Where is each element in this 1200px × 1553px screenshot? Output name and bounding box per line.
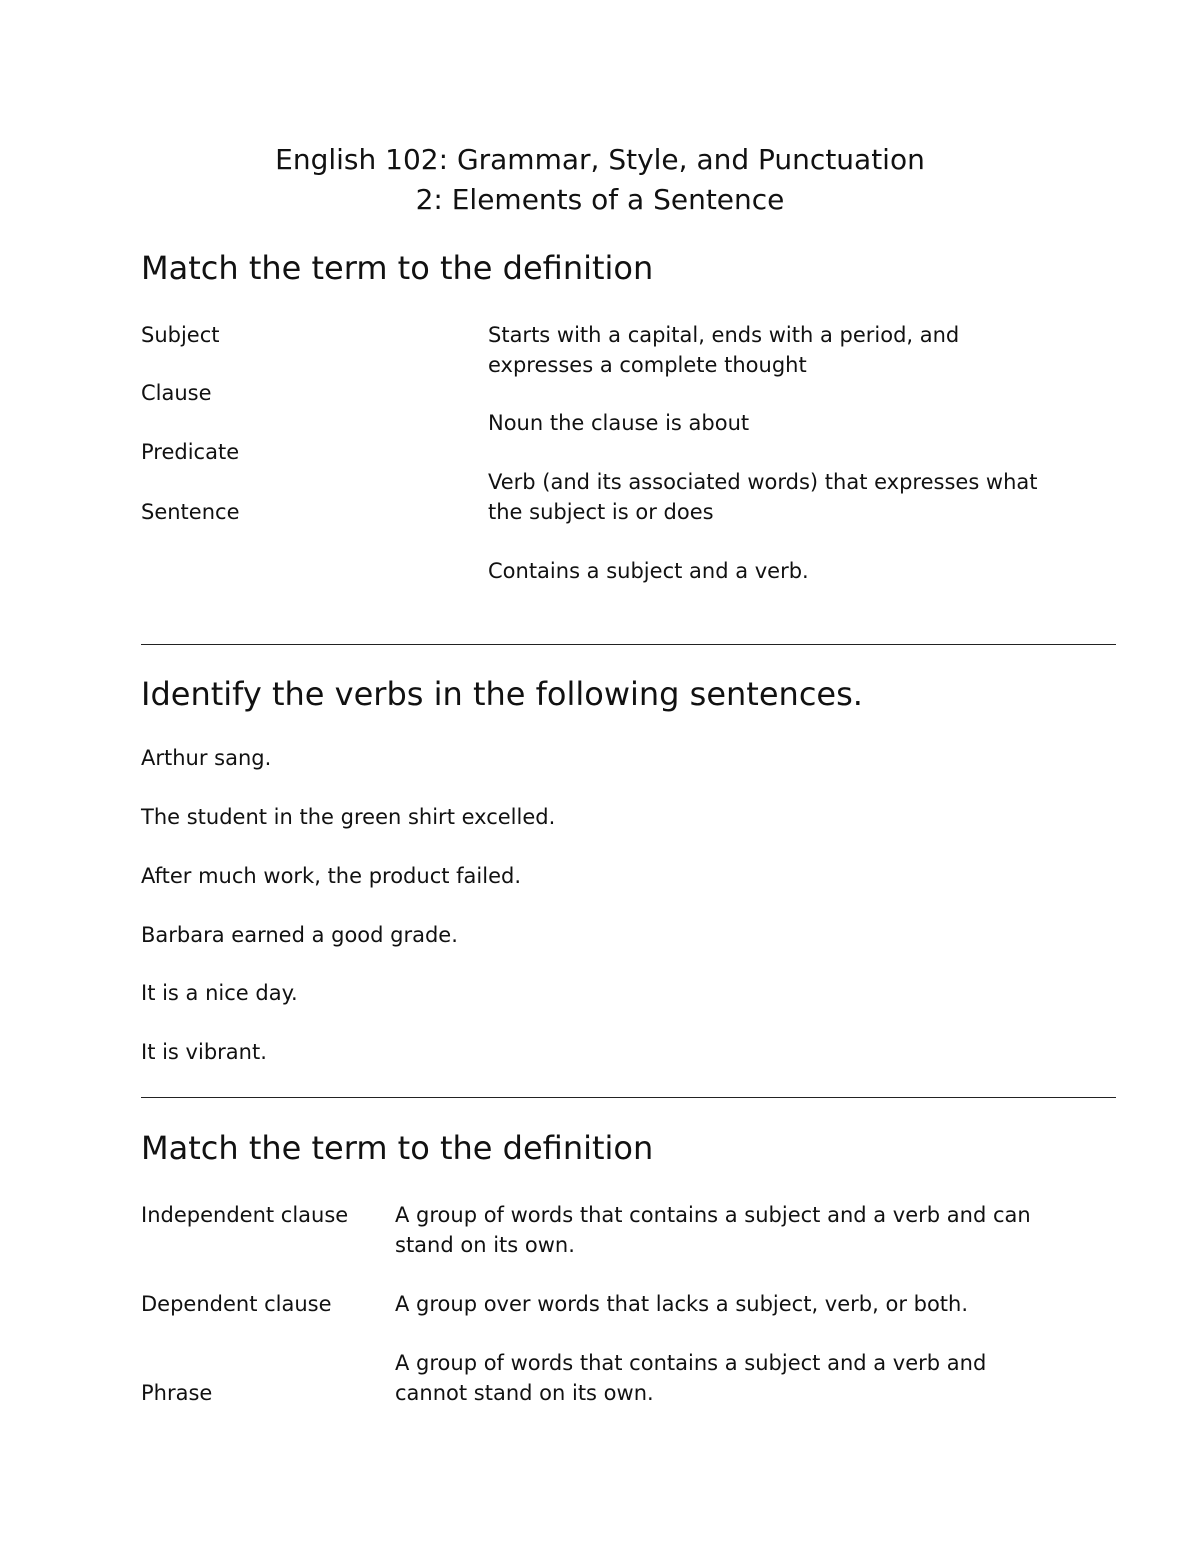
section3-definition: A group of words that contains a subject and a verb and can stand on its own. — [395, 1203, 1031, 1257]
document-title: English 102: Grammar, Style, and Punctuation — [275, 143, 925, 176]
section1-term: Sentence — [141, 500, 240, 524]
section1-heading: Match the term to the definition — [141, 249, 654, 287]
section1-term: Subject — [141, 323, 220, 347]
section1-definition: Starts with a capital, ends with a period, and expresses a complete thought — [488, 323, 960, 377]
section1-definition: Contains a subject and a verb. — [488, 559, 809, 583]
section1-term: Predicate — [141, 440, 240, 464]
practice-sentence: It is a nice day. — [141, 981, 298, 1005]
document-subtitle: 2: Elements of a Sentence — [415, 183, 785, 216]
section1-definition: Noun the clause is about — [488, 411, 750, 435]
section-divider — [141, 1097, 1116, 1098]
practice-sentence: The student in the green shirt excelled. — [141, 805, 556, 829]
section3-term: Dependent clause — [141, 1292, 332, 1316]
section3-term: Phrase — [141, 1381, 213, 1405]
section3-definition: A group over words that lacks a subject, verb, or both. — [395, 1292, 969, 1316]
section1-definition: Verb (and its associated words) that expresses what the subject is or does — [488, 470, 1038, 524]
section3-definition: A group of words that contains a subject and a verb and cannot stand on its own. — [395, 1351, 987, 1405]
practice-sentence: It is vibrant. — [141, 1040, 267, 1064]
practice-sentence: After much work, the product failed. — [141, 864, 522, 888]
practice-sentence: Barbara earned a good grade. — [141, 923, 458, 947]
section-divider — [141, 644, 1116, 645]
section1-term: Clause — [141, 381, 212, 405]
section2-heading: Identify the verbs in the following sentences. — [141, 675, 863, 713]
practice-sentence: Arthur sang. — [141, 746, 272, 770]
section3-heading: Match the term to the definition — [141, 1129, 654, 1167]
section3-term: Independent clause — [141, 1203, 349, 1227]
